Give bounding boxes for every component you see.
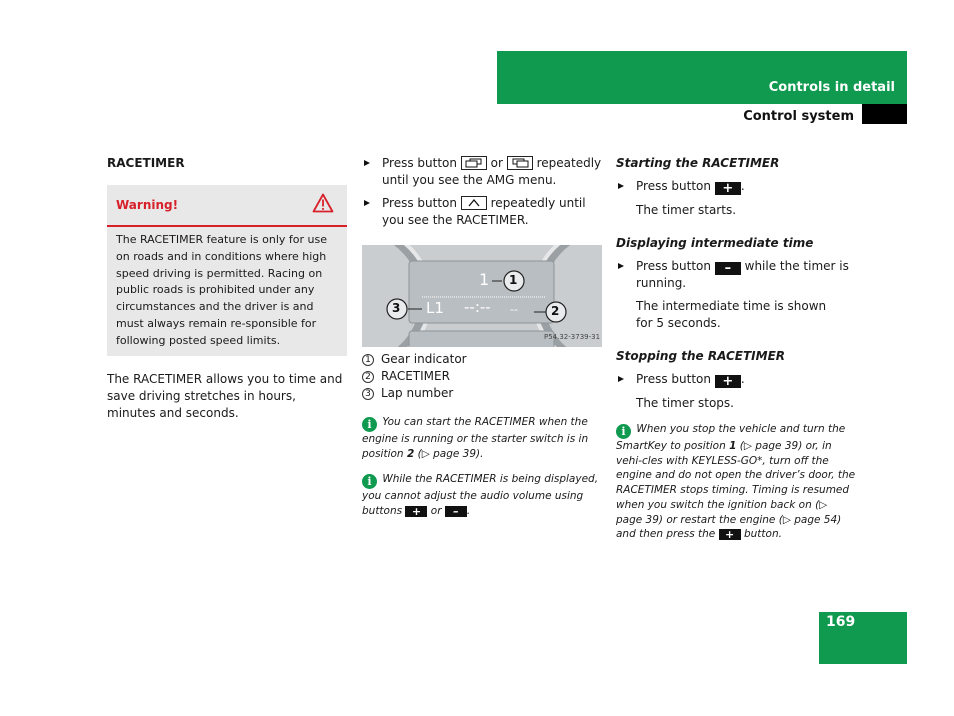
lap-value: L1 [426, 299, 444, 317]
gear-value: 1 [479, 270, 490, 289]
column-right [616, 155, 856, 542]
column-left [107, 155, 347, 422]
note-text: (▷ page 39) or, in vehi-cles with KEYLESS-GO*, turn off the engine and do not open the driver’s door, the RACETIMER stops timing. Timing is resumed when you switch the ignition back on (▷ page 39) or restart the engine (▷ page 54) and then press the [616, 440, 856, 541]
step-text: Press button [636, 372, 711, 386]
warning-triangle-icon [312, 193, 334, 218]
plus-button-icon: + [715, 182, 741, 195]
note-text: You can start the RACETIMER when the engine is running or the starter switch is in position [362, 416, 589, 460]
callout-2: 2 [551, 304, 560, 318]
legend-number: 1 [362, 354, 374, 366]
note-text: . [466, 505, 471, 518]
minus-button-icon: – [715, 262, 741, 275]
step-select-racetimer [362, 195, 602, 229]
info-note-resume [616, 422, 856, 542]
step-stop: Press button + . [616, 371, 856, 388]
note-text: or [430, 505, 442, 518]
step-text: Press button [636, 259, 711, 273]
step-text: repeatedly until you see the RACETIMER. [382, 196, 586, 227]
note-text: button. [743, 528, 782, 541]
legend-number: 2 [362, 371, 374, 383]
plus-button-icon: + [719, 529, 741, 540]
note-position: 2 [406, 447, 415, 460]
legend-item [362, 385, 602, 402]
note-text: While the RACETIMER is being displayed, you cannot adjust the audio volume using buttons [362, 473, 599, 518]
plus-button-icon: + [405, 506, 427, 517]
step-intermediate [616, 258, 856, 292]
intro-paragraph: The RACETIMER allows you to time and save driving stretches in hours, minutes and seconds. [107, 371, 343, 420]
warning-text: The RACETIMER feature is only for use on roads and in conditions where high speed driving is permitted. Racing on public roads is prohibited under any circumstances and the driver is and must always remain re-sponsible for following posted speed limits. [116, 233, 328, 347]
plus-button-icon: + [715, 375, 741, 388]
legend-label: Gear indicator [381, 352, 467, 366]
subsection-title: Control system [743, 109, 854, 124]
display-button-icon [461, 156, 487, 170]
note-text: (▷ page 39). [417, 447, 484, 460]
info-icon: i [362, 474, 377, 489]
legend-number: 3 [362, 388, 374, 400]
intermediate-heading: Displaying intermediate time [616, 236, 814, 250]
warning-label: Warning! [116, 198, 179, 212]
timer-fraction-value: -- [510, 303, 518, 316]
page-number: 169 [826, 614, 856, 630]
step-start: Press button + . [616, 178, 856, 195]
info-note-start-condition [362, 415, 602, 461]
note-text: When you stop the vehicle and turn the SmartKey to position [616, 423, 846, 452]
legend-label: RACETIMER [381, 369, 450, 383]
step-text: repeatedly until you see the AMG menu. [382, 156, 602, 187]
stop-result: The timer stops. [636, 396, 734, 410]
racetimer-heading: RACETIMER [107, 156, 185, 170]
column-middle [362, 155, 602, 519]
warning-header [107, 185, 347, 227]
stopping-heading: Stopping the RACETIMER [616, 349, 786, 363]
step-text: Press button [382, 196, 457, 210]
start-result: The timer starts. [636, 203, 737, 217]
display-button-icon [507, 156, 533, 170]
legend-label: Lap number [381, 386, 454, 400]
header-bar [497, 51, 907, 104]
step-text: Press button [636, 179, 711, 193]
step-text-or: or [490, 156, 503, 170]
timer-value: --:-- [464, 298, 491, 316]
instrument-cluster-image [362, 245, 602, 347]
section-title: Controls in detail [768, 80, 895, 95]
legend-item [362, 368, 602, 385]
arrow-up-button-icon [461, 196, 487, 210]
step-text: while the timer is running. [636, 259, 849, 290]
info-note-audio-volume [362, 472, 602, 518]
subsection-tab [862, 104, 907, 124]
starting-heading: Starting the RACETIMER [616, 156, 780, 170]
figure-code: P54.32-3739-31 [544, 333, 601, 341]
info-icon: i [616, 424, 631, 439]
step-text: Press button [382, 156, 457, 170]
note-position: 1 [729, 440, 737, 452]
minus-button-icon: – [445, 506, 467, 517]
callout-3: 3 [392, 301, 401, 315]
step-select-amg-menu [362, 155, 602, 189]
legend-item [362, 351, 602, 368]
callout-1: 1 [509, 273, 518, 287]
page-number-box [819, 612, 907, 664]
figure-legend [362, 351, 602, 402]
info-icon: i [362, 417, 377, 432]
warning-box [107, 185, 347, 356]
intermediate-result: The intermediate time is shown for 5 seconds. [636, 299, 827, 330]
